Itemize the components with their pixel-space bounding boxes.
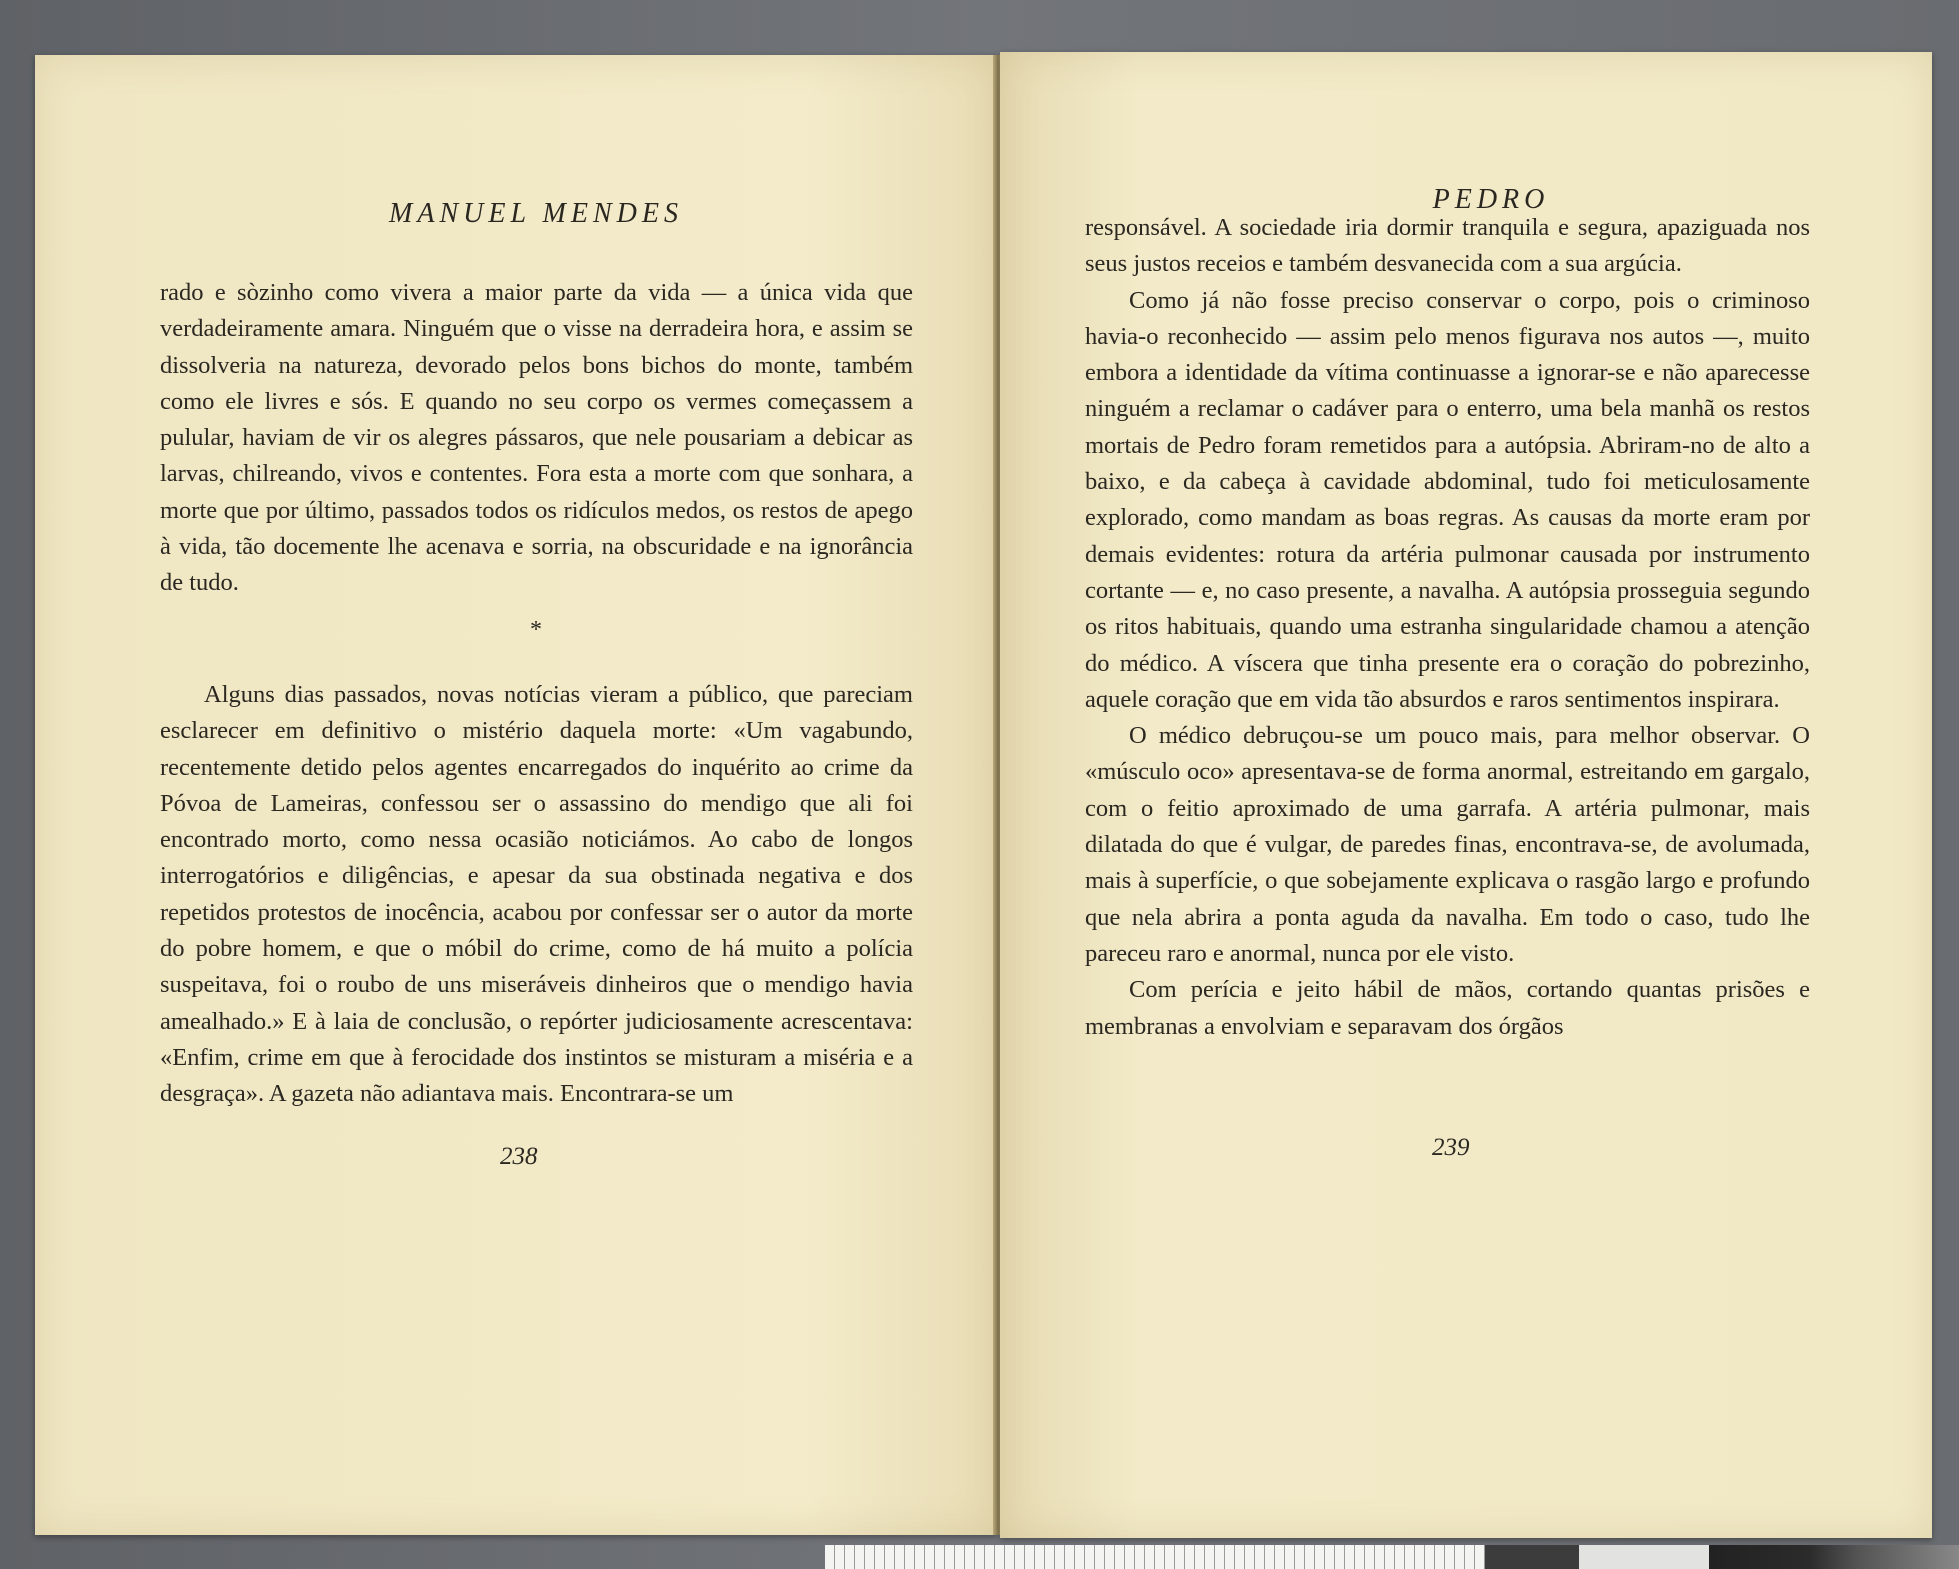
ruler-grey-segment — [1579, 1545, 1709, 1569]
section-separator: * — [530, 617, 542, 643]
ruler-dark-segment — [1485, 1545, 1579, 1569]
ruler-white-segment — [825, 1545, 1485, 1569]
right-text-block — [1085, 210, 1810, 1045]
page-number-left: 238 — [500, 1143, 538, 1170]
running-head-title: PEDRO — [1432, 184, 1550, 215]
page-number-right: 239 — [1432, 1134, 1470, 1161]
scale-ruler — [825, 1545, 1959, 1569]
left-page — [35, 55, 997, 1535]
right-paragraph-2: Como já não fosse preciso conservar o corpo, pois o criminoso havia-o reconhecido — assim pelo menos figurava nos autos —, muito embora a identidade da vítima continuasse a ignorar-se e não aparecesse ninguém a reclamar o cadáver para o enterro, uma bela manhã os restos mortais de Pedro foram remetidos para a autópsia. Abriram-no de alto a baixo, e da cabeça à cavidade abdominal, tudo foi meticulosamente explorado, como mandam as boas regras. As causas da morte eram por demais evidentes: rotura da artéria pulmonar causada por instrumento cortante — e, no caso presente, a navalha. A autópsia prosseguia segundo os ritos habituais, quando uma estranha singularidade chamou a atenção do médico. A víscera que tinha presente era o coração do pobrezinho, aquele coração que em vida tão absurdos e raros sentimentos inspirara. — [1085, 286, 1810, 713]
running-head-author: MANUEL MENDES — [389, 198, 683, 229]
right-paragraph-4: Com perícia e jeito hábil de mãos, cortando quantas prisões e membranas a envolviam e separavam dos órgãos — [1085, 976, 1810, 1040]
right-paragraph-1: responsável. A sociedade iria dormir tranquila e segura, apaziguada nos seus justos receios e também desvanecida com a sua argúcia. — [1085, 214, 1810, 278]
left-paragraph-2: Alguns dias passados, novas notícias vieram a público, que pareciam esclarecer em definitivo o mistério daquela morte: «Um vagabundo, recentemente detido pelos agentes encarregados do inquérito ao crime da Póvoa de Lameiras, confessou ser o assassino do mendigo que ali foi encontrado morto, como nessa ocasião noticiámos. Ao cabo de longos interrogatórios e diligências, e apesar da sua obstinada negativa e dos repetidos protestos de inocência, acabou por confessar ser o autor da morte do pobre homem, e que o móbil do crime, como de há muito a polícia suspeitava, foi o roubo de uns miseráveis dinheiros que o mendigo havia amealhado.» E à laia de conclusão, o repórter judiciosamente acrescentava: «Enfim, crime em que à ferocidade dos instintos se misturam a miséria e a desgraça». A gazeta não adiantava mais. Encontrara-se um — [160, 681, 913, 1108]
left-text-block-1 — [160, 275, 913, 602]
ruler-black-segment — [1709, 1545, 1959, 1569]
left-text-block-2 — [160, 677, 913, 1113]
right-page — [1000, 52, 1932, 1538]
right-paragraph-3: O médico debruçou-se um pouco mais, para melhor observar. O «músculo oco» apresentava-se de forma anormal, estreitando em gargalo, com o feitio aproximado de uma garrafa. A artéria pulmonar, mais dilatada do que é vulgar, de paredes finas, encontrava-se, de avolumada, mais à superfície, o que sobejamente explicava o rasgão largo e profundo que nela abrira a ponta aguda da navalha. Em todo o caso, tudo lhe pareceu raro e anormal, nunca por ele visto. — [1085, 722, 1810, 967]
left-paragraph-1: rado e sòzinho como vivera a maior parte da vida — a única vida que verdadeiramente amara. Ninguém que o visse na derradeira hora, e assim se dissolveria na natureza, devorado pelos bons bichos do monte, também como ele livres e sós. E quando no seu corpo os vermes começassem a pulular, haviam de vir os alegres pássaros, que nele pousariam a debicar as larvas, chilreando, vivos e contentes. Fora esta a morte com que sonhara, a morte que por último, passados todos os ridículos medos, os restos de apego à vida, tão docemente lhe acenava e sorria, na obscuridade e na ignorância de tudo. — [160, 279, 913, 597]
